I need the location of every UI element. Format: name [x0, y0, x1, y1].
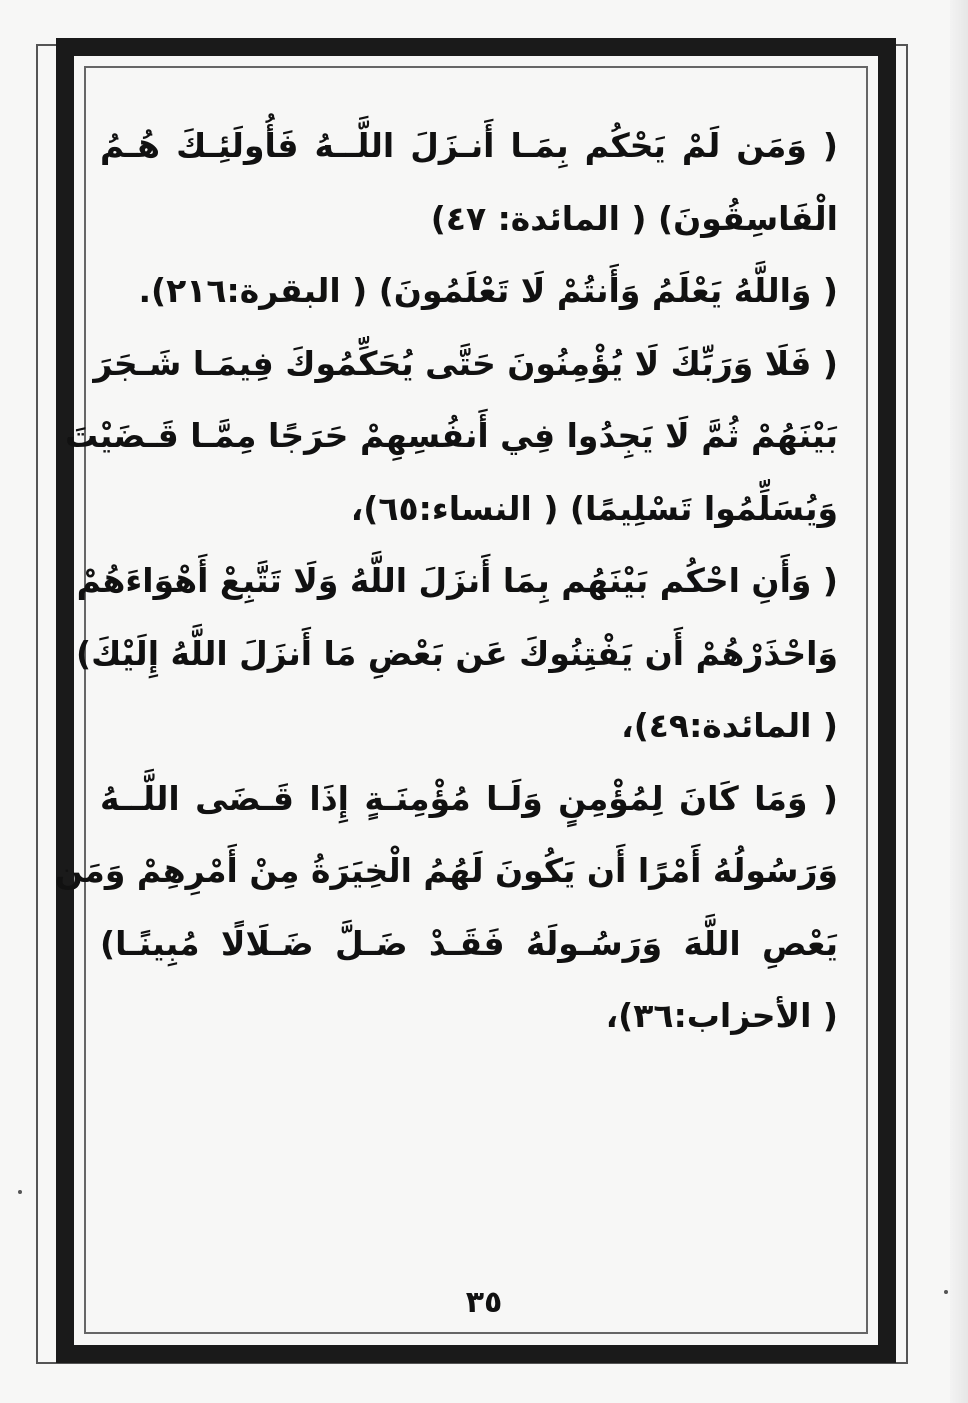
- verse-line: ( وَأَنِ احْكُم بَيْنَهُم بِمَا أَنزَلَ اللَّهُ وَلَا تَتَّبِعْ أَهْوَاءَهُمْ: [76, 561, 838, 600]
- scan-speck: [18, 1190, 22, 1194]
- verse-line: وَيُسَلِّمُوا تَسْلِيمًا) ( النساء:٦٥)،: [350, 488, 838, 528]
- verse-line: ( المائدة:٤٩)،: [621, 706, 838, 745]
- verse-line: يَعْصِ اللَّهَ وَرَسُـولَهُ فَقَـدْ ضَـلَّ ضَـلَالًا مُبِينًـا): [100, 923, 838, 963]
- verse-line: بَيْنَهُمْ ثُمَّ لَا يَجِدُوا فِي أَنفُسِهِمْ حَرَجًا مِمَّـا قَـضَيْتَ: [64, 416, 838, 455]
- verse-line: ( وَاللَّهُ يَعْلَمُ وَأَنتُمْ لَا تَعْلَمُونَ) ( البقرة:٢١٦).: [138, 271, 838, 310]
- verse-line: ( وَمَا كَانَ لِمُؤْمِنٍ وَلَـا مُؤْمِنَـةٍ إِذَا قَـضَى اللَّــهُ: [100, 778, 838, 818]
- verse-line: الْفَاسِقُونَ) ( المائدة: ٤٧): [430, 198, 838, 238]
- scan-edge: [950, 0, 968, 1403]
- verse-text-block: [54, 110, 838, 1053]
- verse-line: وَرَسُولُهُ أَمْرًا أَن يَكُونَ لَهُمُ الْخِيَرَةُ مِنْ أَمْرِهِمْ وَمَن: [54, 851, 838, 890]
- verse-line: وَاحْذَرْهُمْ أَن يَفْتِنُوكَ عَن بَعْضِ مَا أَنزَلَ اللَّهُ إِلَيْكَ): [76, 633, 838, 673]
- verse-line: ( الأحزاب:٣٦)،: [605, 996, 838, 1035]
- page-number: ٣٥: [465, 1285, 503, 1320]
- verse-line: ( فَلَا وَرَبِّكَ لَا يُؤْمِنُونَ حَتَّى يُحَكِّمُوكَ فِيمَـا شَـجَرَ: [93, 343, 838, 383]
- verse-line: ( وَمَن لَمْ يَحْكُم بِمَـا أَنـزَلَ اللَّــهُ فَأُولَئِـكَ هُـمُ: [100, 126, 838, 165]
